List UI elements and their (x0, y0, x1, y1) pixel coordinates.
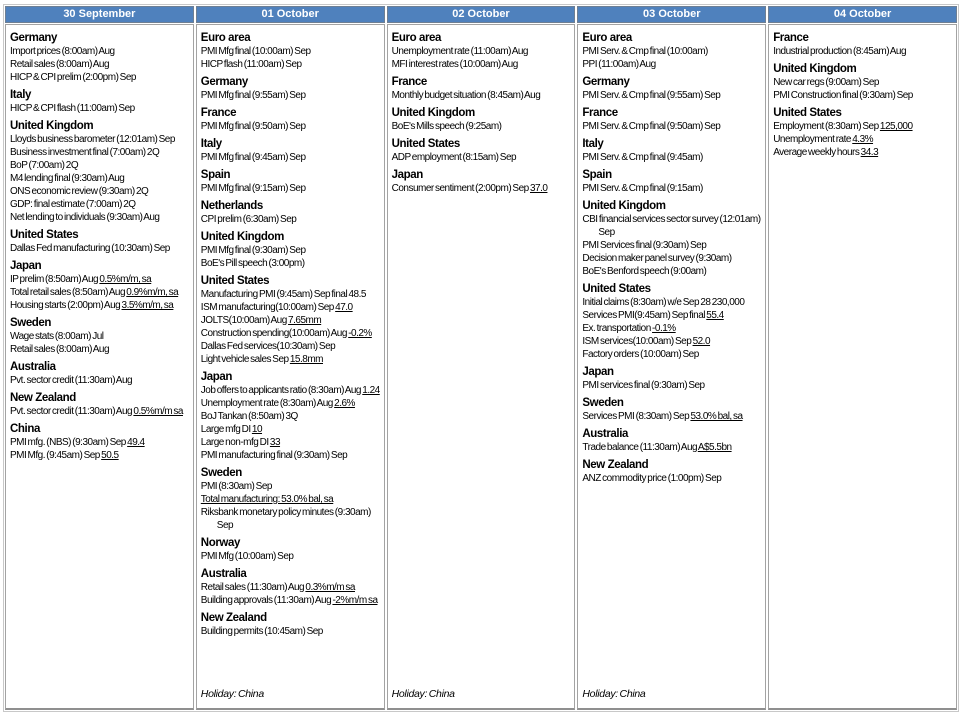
country-heading: Australia (200, 568, 247, 580)
country-group (773, 58, 953, 102)
country-group (582, 423, 762, 454)
country-heading: Spain (582, 169, 612, 181)
event-text: GDP: final estimate (7:00am) 2Q (10, 199, 136, 210)
event-text: PMI manufacturing final (9:30am) Sep (200, 450, 348, 461)
event-item (582, 58, 762, 71)
event-text: Ex. transportation (582, 323, 653, 334)
country-heading: Japan (582, 366, 614, 378)
holiday-note: Holiday: China (200, 688, 264, 700)
event-text: PMI Mfg final (9:45am) Sep (200, 152, 306, 163)
country-group (10, 418, 190, 462)
event-text: Trade balance (11:30am) Aug (582, 442, 698, 453)
calendar-column-3 (387, 6, 576, 710)
event-value-underlined: 53.0% bal, sa (690, 411, 743, 422)
event-item (10, 374, 190, 387)
country-heading: United Kingdom (391, 107, 475, 119)
country-heading: France (773, 32, 809, 44)
event-text: Pvt. sector credit (11:30am) Aug (10, 375, 133, 386)
event-item (10, 211, 190, 224)
event-item (773, 133, 953, 146)
event-text: PMI Serv. & Cmp final (9:50am) Sep (582, 121, 721, 132)
country-heading: New Zealand (200, 612, 267, 624)
event-item (10, 133, 190, 146)
event-item (201, 625, 381, 638)
event-item (201, 257, 381, 270)
country-heading: Germany (582, 76, 630, 88)
country-group (201, 133, 381, 164)
country-group (582, 133, 762, 164)
event-item (582, 379, 762, 392)
event-value-underlined: 7.65mm (288, 315, 322, 326)
event-text: PMI mfg. (NBS) (9:30am) Sep (10, 437, 128, 448)
event-text: Job offers to applicants ratio (8:30am) Aug (200, 385, 363, 396)
event-text: Unemployment rate (11:00am) Aug (391, 46, 528, 57)
country-group (201, 563, 381, 607)
country-group (392, 133, 572, 164)
country-group (582, 102, 762, 133)
event-item (201, 314, 381, 327)
country-group (201, 226, 381, 270)
event-text: PMI Services final (9:30am) Sep (582, 240, 707, 251)
event-value-underlined: -2%m/m sa (332, 595, 378, 606)
event-text: Factory orders (10:00am) Sep (582, 349, 699, 360)
event-item (582, 252, 762, 265)
event-item (201, 213, 381, 226)
event-value-underlined: -0.2% (348, 328, 372, 339)
country-heading: Italy (10, 89, 32, 101)
country-heading: United Kingdom (773, 63, 857, 75)
event-value-underlined: 0.5%m/m, sa (99, 274, 152, 285)
event-text: M4 lending final (9:30am) Aug (10, 173, 125, 184)
country-heading: United States (200, 275, 270, 287)
event-text: PMI Mfg final (9:15am) Sep (200, 183, 306, 194)
event-item (10, 71, 190, 84)
country-heading: United States (10, 229, 79, 241)
event-item (201, 120, 381, 133)
event-text: Wage stats (8:00am) Jul (10, 331, 104, 342)
event-text: Large non-mfg DI (200, 437, 270, 448)
country-heading: New Zealand (582, 459, 649, 471)
event-item (582, 239, 762, 252)
event-text: BoP (7:00am) 2Q (10, 160, 79, 171)
country-group (582, 454, 762, 485)
event-item (201, 506, 381, 532)
event-item (10, 146, 190, 159)
country-group (201, 607, 381, 638)
event-text: PPI (11:00am) Aug (582, 59, 656, 70)
event-value-underlined: 1.24 (362, 385, 380, 396)
event-item (773, 76, 953, 89)
event-text: Initial claims (8:30am) w/e Sep 28 230,000 (582, 297, 745, 308)
event-item (392, 120, 572, 133)
country-heading: Australia (10, 361, 56, 373)
event-item (201, 244, 381, 257)
event-text: JOLTS(10:00am) Aug (200, 315, 289, 326)
event-item (582, 89, 762, 102)
country-group (10, 115, 190, 224)
country-group (582, 392, 762, 423)
event-item (10, 449, 190, 462)
event-item (10, 172, 190, 185)
country-heading: Sweden (10, 317, 52, 329)
holiday-note: Holiday: China (582, 688, 646, 700)
event-item (201, 58, 381, 71)
country-group (10, 356, 190, 387)
event-text: PMI Serv. & Cmp final (10:00am) (582, 46, 708, 57)
event-text: PMI Mfg (10:00am) Sep (200, 551, 294, 562)
country-group (582, 27, 762, 71)
calendar-column-2 (196, 6, 385, 710)
event-item (582, 265, 762, 278)
country-group (392, 164, 572, 195)
event-item (582, 441, 762, 454)
event-item (10, 330, 190, 343)
event-text: BoE's Mills speech (9:25am) (391, 121, 502, 132)
event-value-underlined: 50.5 (101, 450, 119, 461)
country-heading: United States (391, 138, 460, 150)
event-text: Services PMI(9:45am) Sep final (582, 310, 707, 321)
event-text: BoE's Pill speech (3:00pm) (200, 258, 305, 269)
event-text: Industrial production (8:45am) Aug (773, 46, 907, 57)
event-text: Pvt. sector credit (11:30am) Aug (10, 406, 134, 417)
event-value-underlined: 52.0 (692, 336, 711, 347)
calendar-column-4 (577, 6, 766, 710)
event-value-underlined: 37.0 (530, 183, 548, 194)
country-heading: Germany (200, 76, 248, 88)
event-text: HICP & CPI flash (11:00am) Sep (10, 103, 135, 114)
event-item (10, 198, 190, 211)
event-text: Manufacturing PMI (9:45am) Sep final 48.5 (200, 289, 366, 300)
column-date-header: 03 October (577, 6, 766, 23)
column-date-header: 02 October (387, 6, 576, 23)
country-group (582, 278, 762, 361)
country-heading: Euro area (200, 32, 251, 44)
event-text: ADP employment (8:15am) Sep (391, 152, 517, 163)
event-value-underlined: Total manufacturing: 53.0% bal, sa (200, 494, 334, 505)
event-text: Business investment final (7:00am) 2Q (10, 147, 160, 158)
holiday-note: Holiday: China (391, 688, 455, 700)
event-item (10, 286, 190, 299)
event-item (582, 472, 762, 485)
country-heading: Italy (582, 138, 604, 150)
event-text: Housing starts (2:00pm) Aug (10, 300, 122, 311)
event-text: Dallas Fed manufacturing (10:30am) Sep (10, 243, 170, 254)
country-group (10, 27, 190, 84)
event-text: PMI Serv. & Cmp final (9:45am) (582, 152, 703, 163)
event-text: ANZ commodity price (1:00pm) Sep (582, 473, 722, 484)
event-text: Consumer sentiment (2:00pm) Sep (391, 183, 530, 194)
event-value-underlined: A$5.5bn (697, 442, 732, 453)
country-heading: France (391, 76, 427, 88)
event-item (392, 58, 572, 71)
event-text: Riksbank monetary policy minutes (9:30am) Sep (200, 507, 371, 531)
event-item (582, 182, 762, 195)
event-text: HICP flash (11:00am) Sep (200, 59, 302, 70)
country-heading: France (582, 107, 618, 119)
event-value-underlined: 33 (269, 437, 281, 448)
column-date-header: 01 October (196, 6, 385, 23)
event-item (201, 436, 381, 449)
event-item (201, 480, 381, 493)
event-text: Dallas Fed services(10:30am) Sep (200, 341, 336, 352)
event-text: ISM services(10:00am) Sep (582, 336, 693, 347)
event-text: PMI (8:30am) Sep (200, 481, 272, 492)
event-text: PMI Mfg final (10:00am) Sep (200, 46, 311, 57)
event-item (582, 213, 762, 239)
country-heading: France (200, 107, 237, 119)
event-item (201, 353, 381, 366)
event-text: Retail sales (8:00am) Aug (10, 344, 110, 355)
country-group (201, 195, 381, 226)
country-heading: United States (773, 107, 842, 119)
country-group (392, 27, 572, 71)
event-value-underlined: 0.9%m/m, sa (126, 287, 179, 298)
event-item (582, 309, 762, 322)
event-value-underlined: 10 (251, 424, 263, 435)
event-value-underlined: 0.3%m/m sa (305, 582, 355, 593)
country-heading: United Kingdom (10, 120, 94, 132)
event-text: PMI services final (9:30am) Sep (582, 380, 705, 391)
event-value-underlined: 0.5%m/m sa (133, 406, 183, 417)
country-heading: China (10, 423, 40, 435)
country-group (773, 102, 953, 159)
event-item (773, 146, 953, 159)
event-text: PMI Mfg final (9:50am) Sep (200, 121, 306, 132)
country-group (201, 71, 381, 102)
column-date-header: 30 September (5, 6, 194, 23)
event-item (10, 299, 190, 312)
event-item (201, 594, 381, 607)
country-heading: Spain (200, 169, 231, 181)
country-heading: Sweden (200, 467, 242, 479)
country-heading: United Kingdom (582, 200, 666, 212)
event-item (201, 151, 381, 164)
event-text: HICP & CPI prelim (2:00pm) Sep (10, 72, 136, 83)
country-heading: Australia (582, 428, 629, 440)
country-heading: Germany (10, 32, 58, 44)
event-text: Average weekly hours (773, 147, 861, 158)
country-group (10, 312, 190, 356)
country-group (201, 532, 381, 563)
event-text: MFI interest rates (10:00am) Aug (391, 59, 518, 70)
country-heading: United States (582, 283, 651, 295)
event-text: Building approvals (11:30am) Aug (200, 595, 333, 606)
event-text: Light vehicle sales Sep (200, 354, 290, 365)
event-text: Services PMI (8:30am) Sep (582, 411, 691, 422)
event-text: BoE's Benford speech (9:00am) (582, 266, 707, 277)
calendar-column-1 (5, 6, 194, 710)
country-heading: Netherlands (200, 200, 263, 212)
calendar-column-5 (768, 6, 957, 710)
event-value-underlined: -0.1% (652, 323, 676, 334)
event-value-underlined: 47.0 (335, 302, 353, 313)
event-item (201, 45, 381, 58)
country-group (10, 387, 190, 418)
event-text: Construction spending(10:00am) Aug (200, 328, 349, 339)
country-group (392, 71, 572, 102)
country-heading: Italy (200, 138, 222, 150)
country-group (582, 361, 762, 392)
event-text: PMI Mfg final (9:30am) Sep (200, 245, 306, 256)
event-text: CBI financial services sector survey (12:01am) Sep (582, 214, 761, 238)
country-group (582, 71, 762, 102)
event-value-underlined: 4.3% (852, 134, 874, 145)
event-item (392, 45, 572, 58)
country-group (201, 164, 381, 195)
column-date-header: 04 October (768, 6, 957, 23)
event-text: Retail sales (11:30am) Aug (200, 582, 306, 593)
event-text: PMI Serv. & Cmp final (9:15am) (582, 183, 703, 194)
column-body (196, 24, 385, 710)
country-heading: Euro area (582, 32, 632, 44)
event-text: New car regs (9:00am) Sep (773, 77, 879, 88)
event-item (582, 322, 762, 335)
event-text: Large mfg DI (200, 424, 252, 435)
event-item (201, 493, 381, 506)
event-item (201, 89, 381, 102)
event-text: Net lending to individuals (9:30am) Aug (10, 212, 160, 223)
event-text: Building permits (10:45am) Sep (200, 626, 323, 637)
country-group (201, 102, 381, 133)
country-group (201, 270, 381, 366)
event-item (582, 151, 762, 164)
country-group (10, 255, 190, 312)
country-group (582, 164, 762, 195)
country-group (201, 462, 381, 532)
event-item (10, 45, 190, 58)
country-heading: Euro area (391, 32, 442, 44)
event-item (201, 340, 381, 353)
event-item (201, 581, 381, 594)
country-heading: Japan (10, 260, 42, 272)
event-text: ONS economic review (9:30am) 2Q (10, 186, 149, 197)
event-item (10, 273, 190, 286)
event-text: Lloyds business barometer (12:01am) Sep (10, 134, 175, 145)
event-item (201, 410, 381, 423)
event-text: Monthly budget situation (8:45am) Aug (391, 90, 541, 101)
country-group (582, 195, 762, 278)
event-item (201, 384, 381, 397)
event-item (582, 335, 762, 348)
event-value-underlined: 55.4 (706, 310, 724, 321)
event-item (10, 242, 190, 255)
event-text: BoJ Tankan (8:50am) 3Q (200, 411, 298, 422)
event-item (201, 288, 381, 301)
event-item (201, 550, 381, 563)
country-group (201, 366, 381, 462)
event-text: ISM manufacturing(10:00am) Sep (200, 302, 336, 313)
event-item (201, 449, 381, 462)
country-heading: Norway (200, 537, 240, 549)
event-item (10, 58, 190, 71)
event-item (773, 89, 953, 102)
country-heading: New Zealand (10, 392, 76, 404)
event-item (10, 185, 190, 198)
country-group (392, 102, 572, 133)
event-value-underlined: 34.3 (860, 147, 879, 158)
column-body (768, 24, 957, 710)
event-item (10, 343, 190, 356)
event-text: CPI prelim (6:30am) Sep (200, 214, 297, 225)
event-item (582, 120, 762, 133)
event-item (582, 348, 762, 361)
country-heading: Sweden (582, 397, 624, 409)
event-text: Employment (8:30am) Sep (773, 121, 880, 132)
event-item (582, 410, 762, 423)
event-item (201, 397, 381, 410)
country-group (10, 224, 190, 255)
event-item (10, 159, 190, 172)
event-text: IP prelim (8:50am) Aug (10, 274, 100, 285)
country-heading: United Kingdom (200, 231, 284, 243)
event-item (10, 405, 190, 418)
column-body (5, 24, 194, 710)
event-item (10, 102, 190, 115)
country-group (10, 84, 190, 115)
country-heading: Japan (200, 371, 233, 383)
event-text: Decision maker panel survey (9:30am) (582, 253, 732, 264)
event-text: Unemployment rate (8:30am) Aug (200, 398, 335, 409)
country-heading: Japan (391, 169, 423, 181)
event-text: Import prices (8:00am) Aug (10, 46, 115, 57)
country-group (773, 27, 953, 58)
column-body (387, 24, 576, 710)
event-item (582, 296, 762, 309)
event-text: PMI Construction final (9:30am) Sep (773, 90, 913, 101)
event-item (201, 301, 381, 314)
event-text: PMI Serv. & Cmp final (9:55am) Sep (582, 90, 721, 101)
column-body (577, 24, 766, 710)
event-item (201, 182, 381, 195)
event-value-underlined: 15.8mm (289, 354, 323, 365)
economic-calendar-table (3, 4, 959, 712)
event-item (201, 327, 381, 340)
country-group (201, 27, 381, 71)
event-value-underlined: 2.6% (334, 398, 355, 409)
event-item (392, 151, 572, 164)
event-text: Total retail sales (8:50am) Aug (10, 287, 127, 298)
event-text: Unemployment rate (773, 134, 853, 145)
event-item (392, 182, 572, 195)
event-text: PMI Mfg. (9:45am) Sep (10, 450, 102, 461)
event-value-underlined: 3.5%m/m, sa (121, 300, 174, 311)
event-value-underlined: 49.4 (127, 437, 145, 448)
event-item (10, 436, 190, 449)
event-item (773, 45, 953, 58)
event-value-underlined: 125,000 (879, 121, 913, 132)
event-item (773, 120, 953, 133)
event-item (582, 45, 762, 58)
event-text: Retail sales (8:00am) Aug (10, 59, 110, 70)
event-item (392, 89, 572, 102)
event-text: PMI Mfg final (9:55am) Sep (200, 90, 306, 101)
event-item (201, 423, 381, 436)
